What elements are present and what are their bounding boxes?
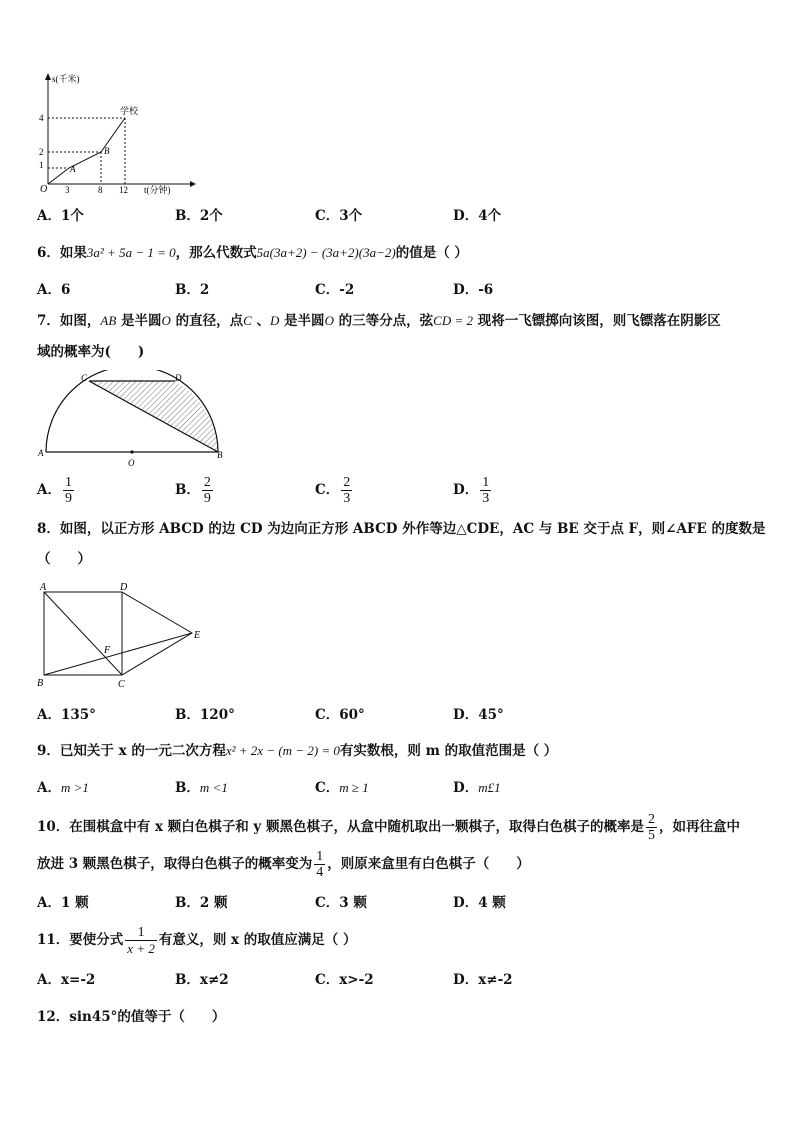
q7-stem-line2: 域的概率为( ) <box>37 344 145 360</box>
label-c: C <box>81 373 88 383</box>
q7-option-d[interactable]: D． $\frac{1}{3}$ <box>453 475 490 506</box>
q10-option-d[interactable]: D．4 颗 <box>453 895 506 911</box>
label-c: C <box>118 679 125 690</box>
q8-option-c[interactable]: C．60° <box>315 707 365 723</box>
label-e: E <box>194 630 201 641</box>
q5-option-c[interactable]: C．3个 <box>315 208 363 224</box>
x-axis-label: t(分钟) <box>144 185 171 195</box>
q6-expression: 5a(3a+2) − (3a+2)(3a−2) <box>256 245 396 260</box>
label-o: O <box>128 458 135 468</box>
q7-option-b[interactable]: B． $\frac{2}{9}$ <box>175 475 211 506</box>
q8-stem-line2: （ ） <box>37 551 91 567</box>
square-triangle-figure <box>34 580 210 692</box>
point-b-label: B <box>104 146 110 156</box>
label-a: A <box>40 582 47 593</box>
q11-option-c[interactable]: C．x>-2 <box>315 972 374 988</box>
q10-option-b[interactable]: B．2 颗 <box>175 895 228 911</box>
y-tick-2: 2 <box>39 147 44 157</box>
q5-option-b[interactable]: B．2个 <box>175 208 223 224</box>
q10-stem-line1: 10．在围棋盒中有 x 颗白色棋子和 y 颗黑色棋子，从盒中随机取出一颗棋子，取得白色棋子的概率是 $\frac{2}{5}$ ，如再往盒中 <box>37 812 740 843</box>
q6-option-b[interactable]: B．2 <box>175 282 210 298</box>
q9-option-c[interactable]: C．m ≥ 1 <box>315 780 369 796</box>
label-f: F <box>104 645 111 656</box>
label-a: A <box>38 448 44 458</box>
q6-condition: 3a² + 5a − 1 = 0 <box>86 245 176 260</box>
q6-stem: 6．如果3a² + 5a − 1 = 0，那么代数式5a(3a+2) − (3a+2)(3a−2)的值是（ ） <box>37 245 468 261</box>
q8-option-d[interactable]: D．45° <box>453 707 504 723</box>
q8-stem-line1: 8．如图，以正方形 ABCD 的边 CD 为边向正方形 ABCD 外作等边△CDE，AC 与 BE 交于点 F，则∠AFE 的度数是 <box>37 521 766 537</box>
q7-stem-line1: 7．如图，AB 是半圆O 的直径，点C 、D 是半圆O 的三等分点，弦CD = 2 现将一飞镖掷向该图，则飞镖落在阴影区 <box>37 313 721 329</box>
y-tick-4: 4 <box>39 113 44 123</box>
label-b: B <box>217 450 223 460</box>
x-tick-3: 3 <box>65 185 70 195</box>
label-d: D <box>175 373 182 383</box>
q6-option-d[interactable]: D．-6 <box>453 282 494 298</box>
q11-option-d[interactable]: D．x≠-2 <box>453 972 513 988</box>
q10-option-a[interactable]: A．1 颗 <box>37 895 89 911</box>
q9-option-a[interactable]: A．m >1 <box>37 780 89 796</box>
y-tick-1: 1 <box>39 160 44 170</box>
q11-option-a[interactable]: A．x=-2 <box>37 972 96 988</box>
point-a-label: A <box>70 164 76 174</box>
q5-option-d[interactable]: D．4个 <box>453 208 502 224</box>
q5-option-a[interactable]: A．1个 <box>37 208 84 224</box>
q7-option-c[interactable]: C． $\frac{2}{3}$ <box>315 475 351 506</box>
school-label: 学校 <box>120 106 139 116</box>
origin-label: O <box>40 184 48 195</box>
q9-option-d[interactable]: D．m£1 <box>453 780 501 796</box>
q8-option-a[interactable]: A．135° <box>37 707 96 723</box>
semicircle-figure <box>34 370 230 470</box>
label-d: D <box>120 582 128 593</box>
q6-option-c[interactable]: C．-2 <box>315 282 355 298</box>
label-b: B <box>37 678 44 689</box>
q9-option-b[interactable]: B．m <1 <box>175 780 228 796</box>
q6-option-a[interactable]: A．6 <box>37 282 71 298</box>
q9-stem: 9．已知关于 x 的一元二次方程x² + 2x − (m − 2) = 0有实数根，则 m 的取值范围是（ ） <box>37 743 558 759</box>
distance-time-graph <box>30 70 200 196</box>
x-tick-12: 12 <box>119 185 128 195</box>
q10-option-c[interactable]: C．3 颗 <box>315 895 367 911</box>
q9-equation: x² + 2x − (m − 2) = 0 <box>225 743 340 758</box>
x-tick-8: 8 <box>98 185 103 195</box>
q10-stem-line2: 放进 3 颗黑色棋子，取得白色棋子的概率变为 $\frac{1}{4}$ ，则原来盒里有白色棋子（ ） <box>37 849 530 880</box>
y-axis-label: s(千米) <box>52 74 80 84</box>
q7-option-a[interactable]: A． $\frac{1}{9}$ <box>37 475 72 506</box>
q12-stem: 12．sin45°的值等于（ ） <box>37 1009 226 1025</box>
q11-option-b[interactable]: B．x≠2 <box>175 972 229 988</box>
q8-option-b[interactable]: B．120° <box>175 707 235 723</box>
q11-stem: 11．要使分式 $\frac{1}{x + 2}$ 有意义，则 x 的取值应满足（ ） <box>37 925 357 956</box>
